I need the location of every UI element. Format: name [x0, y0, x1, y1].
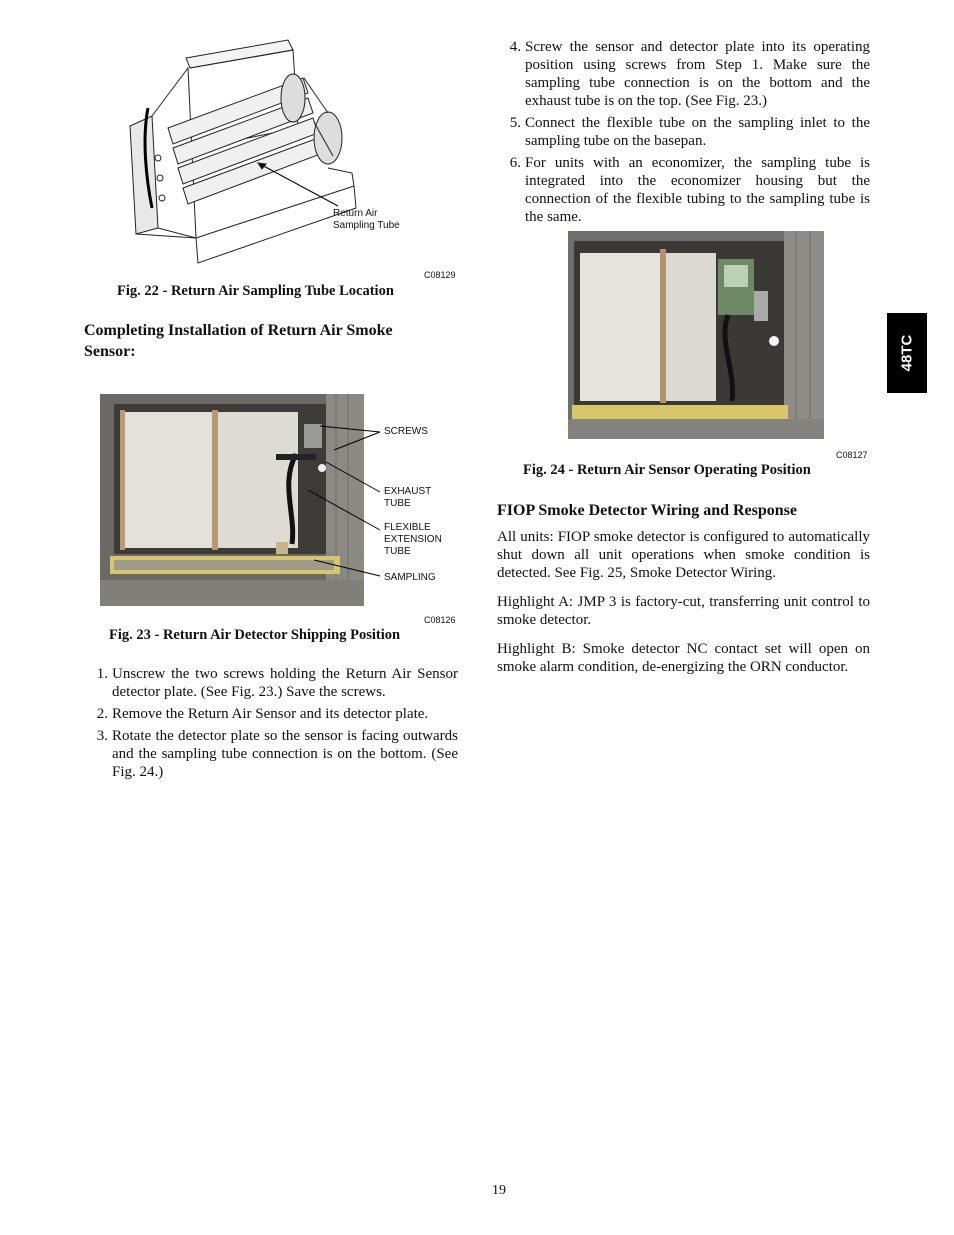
- list-item: [84, 727, 458, 781]
- fig24-code: C08127: [836, 450, 868, 460]
- model-side-tab-label: 48TC: [898, 334, 916, 372]
- list-item: [497, 154, 870, 226]
- fig23-code: C08126: [424, 615, 456, 625]
- steps-list-left: [84, 665, 458, 785]
- fig23-caption: Fig. 23 - Return Air Detector Shipping Position: [109, 627, 401, 643]
- section2-body: [497, 528, 870, 687]
- step-text: Remove the Return Air Sensor and its detector plate.: [112, 706, 429, 722]
- step-text: For units with an economizer, the sampling tube is integrated into the economizer housing but the connection of the flexible tubing to the sampling tube is the same.: [525, 155, 870, 225]
- step-number: 2.: [96, 706, 108, 722]
- step-text: Unscrew the two screws holding the Return Air Sensor detector plate. (See Fig. 23.) Save the screws.: [112, 666, 458, 700]
- section-heading-fiop-wiring: FIOP Smoke Detector Wiring and Response: [497, 502, 798, 519]
- fig23-callout-screws: SCREWS: [384, 426, 428, 437]
- step-number: 4.: [509, 39, 521, 55]
- step-number: 3.: [96, 728, 108, 744]
- step-number: 5.: [509, 115, 521, 131]
- fig23-leader-lines: [300, 420, 384, 590]
- page-number: 19: [492, 1183, 506, 1198]
- paragraph: All units: FIOP smoke detector is configured to automatically shut down all unit operations when smoke condition is detected. See Fig. 25, Smoke Detector Wiring.: [497, 529, 870, 581]
- steps-list-right: [497, 38, 870, 230]
- step-number: 1.: [96, 666, 108, 682]
- fig22-illustration: [128, 38, 360, 266]
- fig23-callout-exhaust-tube: EXHAUST TUBE: [384, 486, 432, 509]
- step-text: Rotate the detector plate so the sensor is facing outwards and the sampling tube connection is on the bottom. (See Fig. 24.): [112, 728, 458, 780]
- fig24-caption: Fig. 24 - Return Air Sensor Operating Position: [523, 462, 811, 478]
- list-item: [497, 114, 870, 150]
- paragraph: Highlight A: JMP 3 is factory-cut, transferring unit control to smoke detector.: [497, 594, 870, 628]
- list-item: [84, 665, 458, 701]
- operating-position-photo: [568, 231, 824, 439]
- fig22-callout: Return Air Sampling Tube: [333, 208, 400, 231]
- step-text: Screw the sensor and detector plate into its operating position using screws from Step 1. Make sure the sampling tube connection is on the bottom and the exhaust tube is on the top. (See Fig. 23.): [525, 39, 870, 109]
- list-item: [497, 38, 870, 110]
- step-text: Connect the flexible tube on the sampling inlet to the sampling tube on the basepan.: [525, 115, 870, 149]
- fig23-callout-sampling: SAMPLING: [384, 572, 436, 583]
- sampling-tube-drawing: [128, 38, 360, 266]
- model-side-tab: [887, 313, 927, 393]
- section-heading-completing-installation: Completing Installation of Return Air Smoke Sensor:: [84, 322, 393, 360]
- fig24-photo: [568, 231, 824, 439]
- fig23-callout-flexible-tube: FLEXIBLE EXTENSION TUBE: [384, 522, 442, 557]
- step-number: 6.: [509, 155, 521, 171]
- list-item: [84, 705, 458, 723]
- fig22-caption: Fig. 22 - Return Air Sampling Tube Location: [117, 283, 394, 299]
- fig22-code: C08129: [424, 270, 456, 280]
- paragraph: Highlight B: Smoke detector NC contact set will open on smoke alarm condition, de-energizing the ORN conductor.: [497, 641, 870, 675]
